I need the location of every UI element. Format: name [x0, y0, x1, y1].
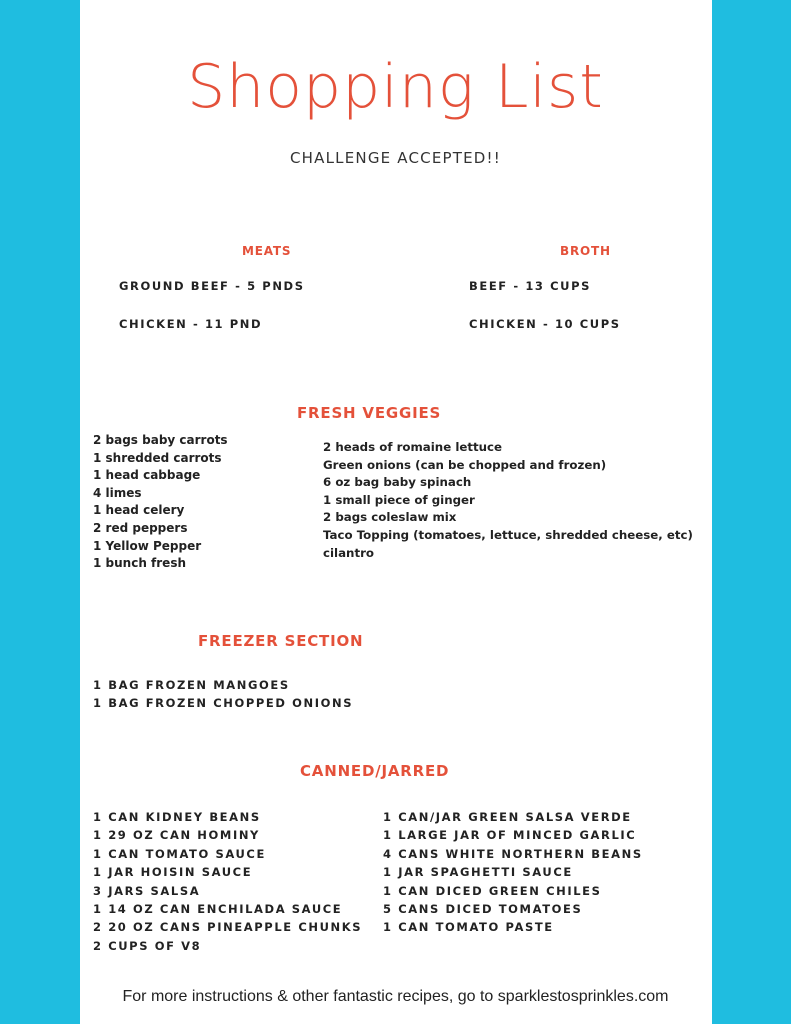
- page-title: Shopping List: [187, 52, 604, 122]
- list-item: 5 CANS DICED TOMATOES: [383, 901, 583, 916]
- list-item: 1 bunch fresh: [93, 556, 186, 571]
- list-item: 2 heads of romaine lettuce: [323, 440, 503, 454]
- list-item: 1 shredded carrots: [93, 450, 222, 465]
- list-item: 4 limes: [93, 485, 142, 500]
- list-item: 1 JAR SPAGHETTI SAUCE: [383, 865, 573, 880]
- fresh-veggies-right-list: [323, 439, 693, 562]
- list-item: 2 20 OZ CANS PINEAPPLE CHUNKS: [93, 920, 363, 935]
- list-item: Green onions (can be chopped and frozen): [323, 457, 607, 472]
- list-item: 1 small piece of ginger: [323, 492, 475, 507]
- canned-heading: CANNED/JARRED: [300, 762, 450, 780]
- list-item: 2 bags coleslaw mix: [323, 510, 457, 525]
- list-item: 1 Yellow Pepper: [93, 538, 202, 553]
- canned-left-list: [93, 808, 362, 955]
- list-item: 1 BAG FROZEN MANGOES: [93, 678, 290, 692]
- list-item: 1 head celery: [93, 503, 185, 518]
- list-item: 2 red peppers: [93, 520, 188, 535]
- page-subtitle: CHALLENGE ACCEPTED!!: [290, 149, 501, 167]
- broth-item: BEEF - 13 CUPS: [469, 279, 592, 293]
- list-item: 3 JARS SALSA: [93, 883, 201, 898]
- list-item: cilantro: [323, 545, 375, 560]
- meats-heading: MEATS: [242, 244, 292, 258]
- meats-item: GROUND BEEF - 5 PNDS: [119, 279, 305, 293]
- fresh-veggies-left-list: [93, 432, 228, 573]
- list-item: 1 BAG FROZEN CHOPPED ONIONS: [93, 696, 354, 711]
- list-item: 1 CAN TOMATO SAUCE: [93, 846, 266, 861]
- freezer-heading: FREEZER SECTION: [198, 632, 364, 650]
- list-item: 2 CUPS OF V8: [93, 938, 202, 953]
- meats-item: CHICKEN - 11 PND: [119, 317, 263, 331]
- list-item: 1 LARGE JAR OF MINCED GARLIC: [383, 828, 637, 843]
- canned-right-list: [383, 808, 643, 937]
- list-item: Taco Topping (tomatoes, lettuce, shredded cheese, etc): [323, 527, 693, 542]
- list-item: 1 JAR HOISIN SAUCE: [93, 865, 253, 880]
- broth-heading: BROTH: [560, 244, 611, 258]
- list-item: 4 CANS WHITE NORTHERN BEANS: [383, 846, 643, 861]
- list-item: 1 head cabbage: [93, 468, 201, 483]
- footer-note: For more instructions & other fantastic recipes, go to sparklestosprinkles.com: [122, 988, 669, 1005]
- list-item: 1 CAN/JAR GREEN SALSA VERDE: [383, 810, 632, 824]
- list-item: 1 CAN DICED GREEN CHILES: [383, 883, 602, 898]
- freezer-list: [93, 676, 353, 713]
- list-item: 1 29 OZ CAN HOMINY: [93, 828, 260, 843]
- list-item: 2 bags baby carrots: [93, 433, 228, 447]
- broth-item: CHICKEN - 10 CUPS: [469, 317, 621, 331]
- list-item: 1 CAN TOMATO PASTE: [383, 920, 554, 935]
- fresh-veggies-heading: FRESH VEGGIES: [297, 404, 442, 422]
- list-item: 6 oz bag baby spinach: [323, 475, 472, 490]
- list-item: 1 14 OZ CAN ENCHILADA SAUCE: [93, 901, 343, 916]
- list-item: 1 CAN KIDNEY BEANS: [93, 810, 261, 824]
